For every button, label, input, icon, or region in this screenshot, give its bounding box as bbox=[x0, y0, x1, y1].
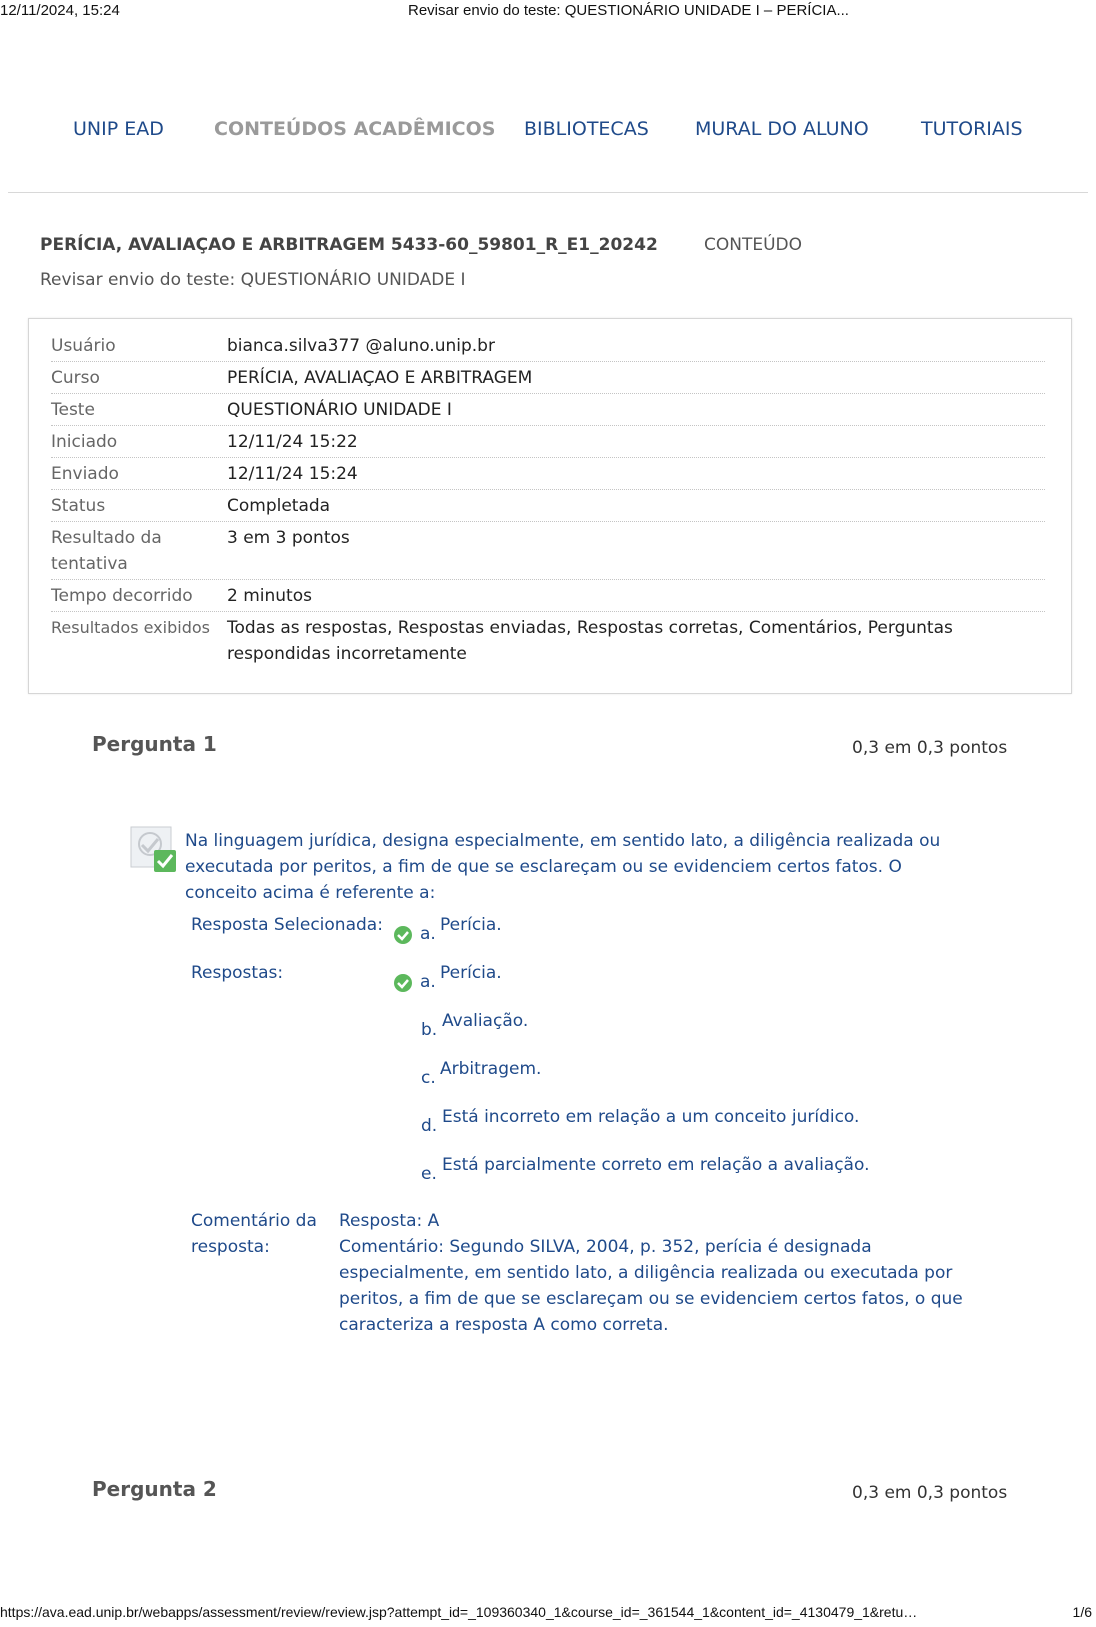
info-value: Completada bbox=[227, 496, 331, 516]
print-datetime: 12/11/2024, 15:24 bbox=[0, 2, 120, 19]
question-2-title: Pergunta 2 bbox=[92, 1477, 217, 1501]
info-value: bianca.silva377 @aluno.unip.br bbox=[227, 336, 495, 356]
top-nav bbox=[0, 118, 1096, 148]
correct-answer-icon bbox=[130, 826, 178, 874]
nav-tutoriais[interactable]: TUTORIAIS bbox=[921, 118, 1023, 140]
answer-text: Está parcialmente correto em relação a avaliação. bbox=[442, 1155, 870, 1175]
info-value: Todas as respostas, Respostas enviadas, Respostas corretas, Comentários, Perguntas respondidas incorretamente bbox=[227, 618, 953, 664]
question-1-text: Na linguagem jurídica, designa especialmente, em sentido lato, a diligência realizada ou executada por peritos, a fim de que se esclareçam ou se evidenciem certos fatos. O conceito acima é referente a: bbox=[185, 831, 941, 903]
print-header bbox=[0, 2, 1096, 22]
comment-label: Comentário da resposta: bbox=[191, 1211, 317, 1257]
print-footer bbox=[0, 1604, 1096, 1624]
selected-answer-text: Perícia. bbox=[440, 915, 502, 935]
comment-text: Comentário: Segundo SILVA, 2004, p. 352, perícia é designada especialmente, em sentido lato, a diligência realizada ou executada por peritos, a fim de que se esclareçam ou se evidenciem certos fatos, o que caracteriza a resposta A como correta. bbox=[339, 1237, 963, 1335]
breadcrumb-conteudo[interactable]: CONTEÚDO bbox=[704, 235, 803, 255]
answer-letter: a. bbox=[420, 972, 436, 992]
answer-letter: b. bbox=[421, 1020, 438, 1040]
nav-unip-ead[interactable]: UNIP EAD bbox=[73, 118, 164, 140]
info-label: Enviado bbox=[51, 464, 119, 484]
question-1-title: Pergunta 1 bbox=[92, 732, 217, 756]
print-url: https://ava.ead.unip.br/webapps/assessment/review/review.jsp?attempt_id=_109360340_1&course_id=_361544_1&content_id=_4130479_1&retu… bbox=[0, 1604, 918, 1620]
info-label: Resultados exibidos bbox=[51, 618, 210, 637]
info-label: Resultado da tentativa bbox=[51, 528, 162, 574]
answer-letter: e. bbox=[421, 1164, 437, 1184]
course-title[interactable]: PERÍCIA, AVALIAÇAO E ARBITRAGEM 5433-60_59801_R_E1_20242 bbox=[40, 235, 658, 255]
info-label: Iniciado bbox=[51, 432, 118, 452]
info-label: Status bbox=[51, 496, 106, 516]
page-title: Revisar envio do teste: QUESTIONÁRIO UNIDADE I bbox=[40, 270, 466, 290]
info-row-resultado bbox=[51, 525, 1045, 580]
answer-letter: d. bbox=[421, 1116, 438, 1136]
info-row-usuario bbox=[51, 333, 1045, 362]
selected-answer-letter: a. bbox=[420, 924, 436, 944]
attempt-info-table bbox=[28, 318, 1072, 694]
selected-answer-label: Resposta Selecionada: bbox=[191, 915, 383, 935]
answer-comment bbox=[339, 1208, 979, 1338]
nav-divider bbox=[8, 192, 1088, 193]
info-value: 3 em 3 pontos bbox=[227, 528, 350, 548]
nav-mural-do-aluno[interactable]: MURAL DO ALUNO bbox=[695, 118, 869, 140]
info-label: Usuário bbox=[51, 336, 116, 356]
comment-answer: Resposta: A bbox=[339, 1211, 440, 1231]
info-label: Teste bbox=[51, 400, 95, 420]
info-row-iniciado bbox=[51, 429, 1045, 458]
info-label: Tempo decorrido bbox=[51, 586, 193, 606]
info-row-enviado bbox=[51, 461, 1045, 490]
info-value: 12/11/24 15:22 bbox=[227, 432, 358, 452]
question-2-score: 0,3 em 0,3 pontos bbox=[852, 1483, 1008, 1503]
info-row-resultados-exibidos bbox=[51, 615, 1045, 675]
info-value: 12/11/24 15:24 bbox=[227, 464, 358, 484]
correct-check-icon bbox=[393, 973, 413, 993]
answer-text: Avaliação. bbox=[442, 1011, 529, 1031]
info-value: PERÍCIA, AVALIAÇAO E ARBITRAGEM bbox=[227, 368, 533, 388]
print-title: Revisar envio do teste: QUESTIONÁRIO UNIDADE I – PERÍCIA... bbox=[408, 2, 849, 19]
print-page-number: 1/6 bbox=[1072, 1604, 1092, 1620]
answer-text: Está incorreto em relação a um conceito jurídico. bbox=[442, 1107, 860, 1127]
info-value: QUESTIONÁRIO UNIDADE I bbox=[227, 400, 452, 420]
question-1-score: 0,3 em 0,3 pontos bbox=[852, 738, 1008, 758]
info-row-status bbox=[51, 493, 1045, 522]
correct-check-icon bbox=[393, 925, 413, 945]
answers-label: Respostas: bbox=[191, 963, 284, 983]
info-value: 2 minutos bbox=[227, 586, 312, 606]
answer-letter: c. bbox=[421, 1068, 436, 1088]
answer-text: Arbitragem. bbox=[440, 1059, 542, 1079]
info-row-tempo bbox=[51, 583, 1045, 612]
nav-bibliotecas[interactable]: BIBLIOTECAS bbox=[524, 118, 649, 140]
info-label: Curso bbox=[51, 368, 100, 388]
info-row-teste bbox=[51, 397, 1045, 426]
info-row-curso bbox=[51, 365, 1045, 394]
answer-text: Perícia. bbox=[440, 963, 502, 983]
nav-conteudos-academicos[interactable]: CONTEÚDOS ACADÊMICOS bbox=[214, 118, 496, 140]
